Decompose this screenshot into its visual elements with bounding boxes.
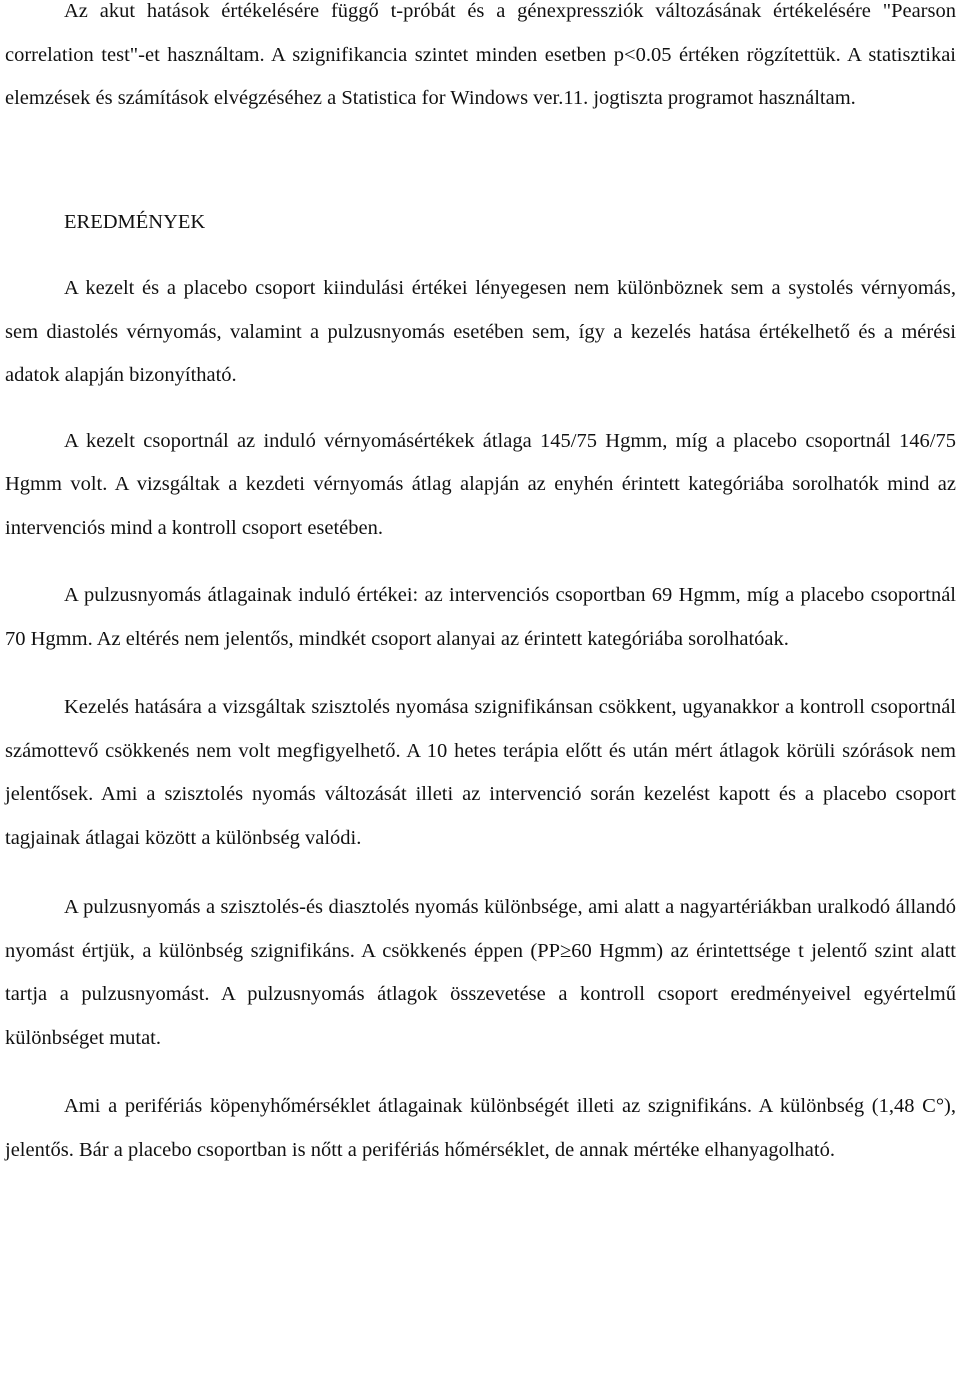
paragraph-peripheral-temperature bbox=[5, 1085, 956, 1172]
paragraph-text: Ami a perifériás köpenyhőmérséklet átlagainak különbségét illeti az szignifikáns. A különbség (1,48 C°), jelentős. Bár a placebo csoportban is nőtt a perifériás hőmérséklet, de annak mértéke elhanyagolható. bbox=[5, 1095, 956, 1161]
section-heading: EREDMÉNYEK bbox=[64, 210, 206, 233]
paragraph-text: A pulzusnyomás a szisztolés-és diasztolés nyomás különbsége, ami alatt a nagyartériákban uralkodó állandó nyomást értjük, a különbség szignifikáns. A csökkenés éppen (PP≥60 Hgmm) az érintettsége t jelentő szint alatt tartja a pulzusnyomást. A pulzusnyomás átlagok összevetése a kontroll csoport eredményeivel egyértelmű különbséget mutat. bbox=[5, 896, 956, 1049]
paragraph-systolic-effect bbox=[5, 686, 956, 860]
paragraph-blood-pressure bbox=[5, 420, 956, 551]
paragraph-text: Kezelés hatására a vizsgáltak szisztolés nyomása szignifikánsan csökkent, ugyanakkor a kontroll csoportnál számottevő csökkenés nem volt megfigyelhető. A 10 hetes terápia előtt és után mért átlagok körüli szórások nem jelentősek. Ami a szisztolés nyomás változását illeti az intervenció során kezelést kapott és a placebo csoport tagjainak átlagai között a különbség valódi. bbox=[5, 696, 956, 849]
paragraph-text: A kezelt és a placebo csoport kiindulási értékei lényegesen nem különböznek sem a systolés vérnyomás, sem diastolés vérnyomás, valamint a pulzusnyomás esetében sem, így a kezelés hatása értékelhető és a mérési adatok alapján bizonyítható. bbox=[5, 277, 956, 386]
paragraph-text: Az akut hatások értékelésére függő t-próbát és a génexpressziók változásának értékelésére "Pearson correlation test"-et használtam. A szignifikancia szintet minden esetben p<0.05 értéken rögzítettük. A statisztikai elemzések és számítások elvégzéséhez a Statistica for Windows ver.11. jogtiszta programot használtam. bbox=[5, 0, 956, 109]
paragraph-statistics-methods bbox=[5, 0, 956, 121]
paragraph-baseline-values bbox=[5, 267, 956, 398]
paragraph-pulse-difference bbox=[5, 886, 956, 1060]
paragraph-text: A kezelt csoportnál az induló vérnyomásértékek átlaga 145/75 Hgmm, míg a placebo csoportnál 146/75 Hgmm volt. A vizsgáltak a kezdeti vérnyomás átlag alapján az enyhén érintett kategóriába sorolhatók mind az intervenciós mind a kontroll csoport esetében. bbox=[5, 429, 956, 539]
paragraph-text: A pulzusnyomás átlagainak induló értékei: az intervenciós csoportban 69 Hgmm, míg a placebo csoportnál 70 Hgmm. Az eltérés nem jelentős, mindkét csoport alanyai az érintett kategóriába sorolhatóak. bbox=[5, 584, 956, 650]
paragraph-pulse-pressure bbox=[5, 574, 956, 661]
